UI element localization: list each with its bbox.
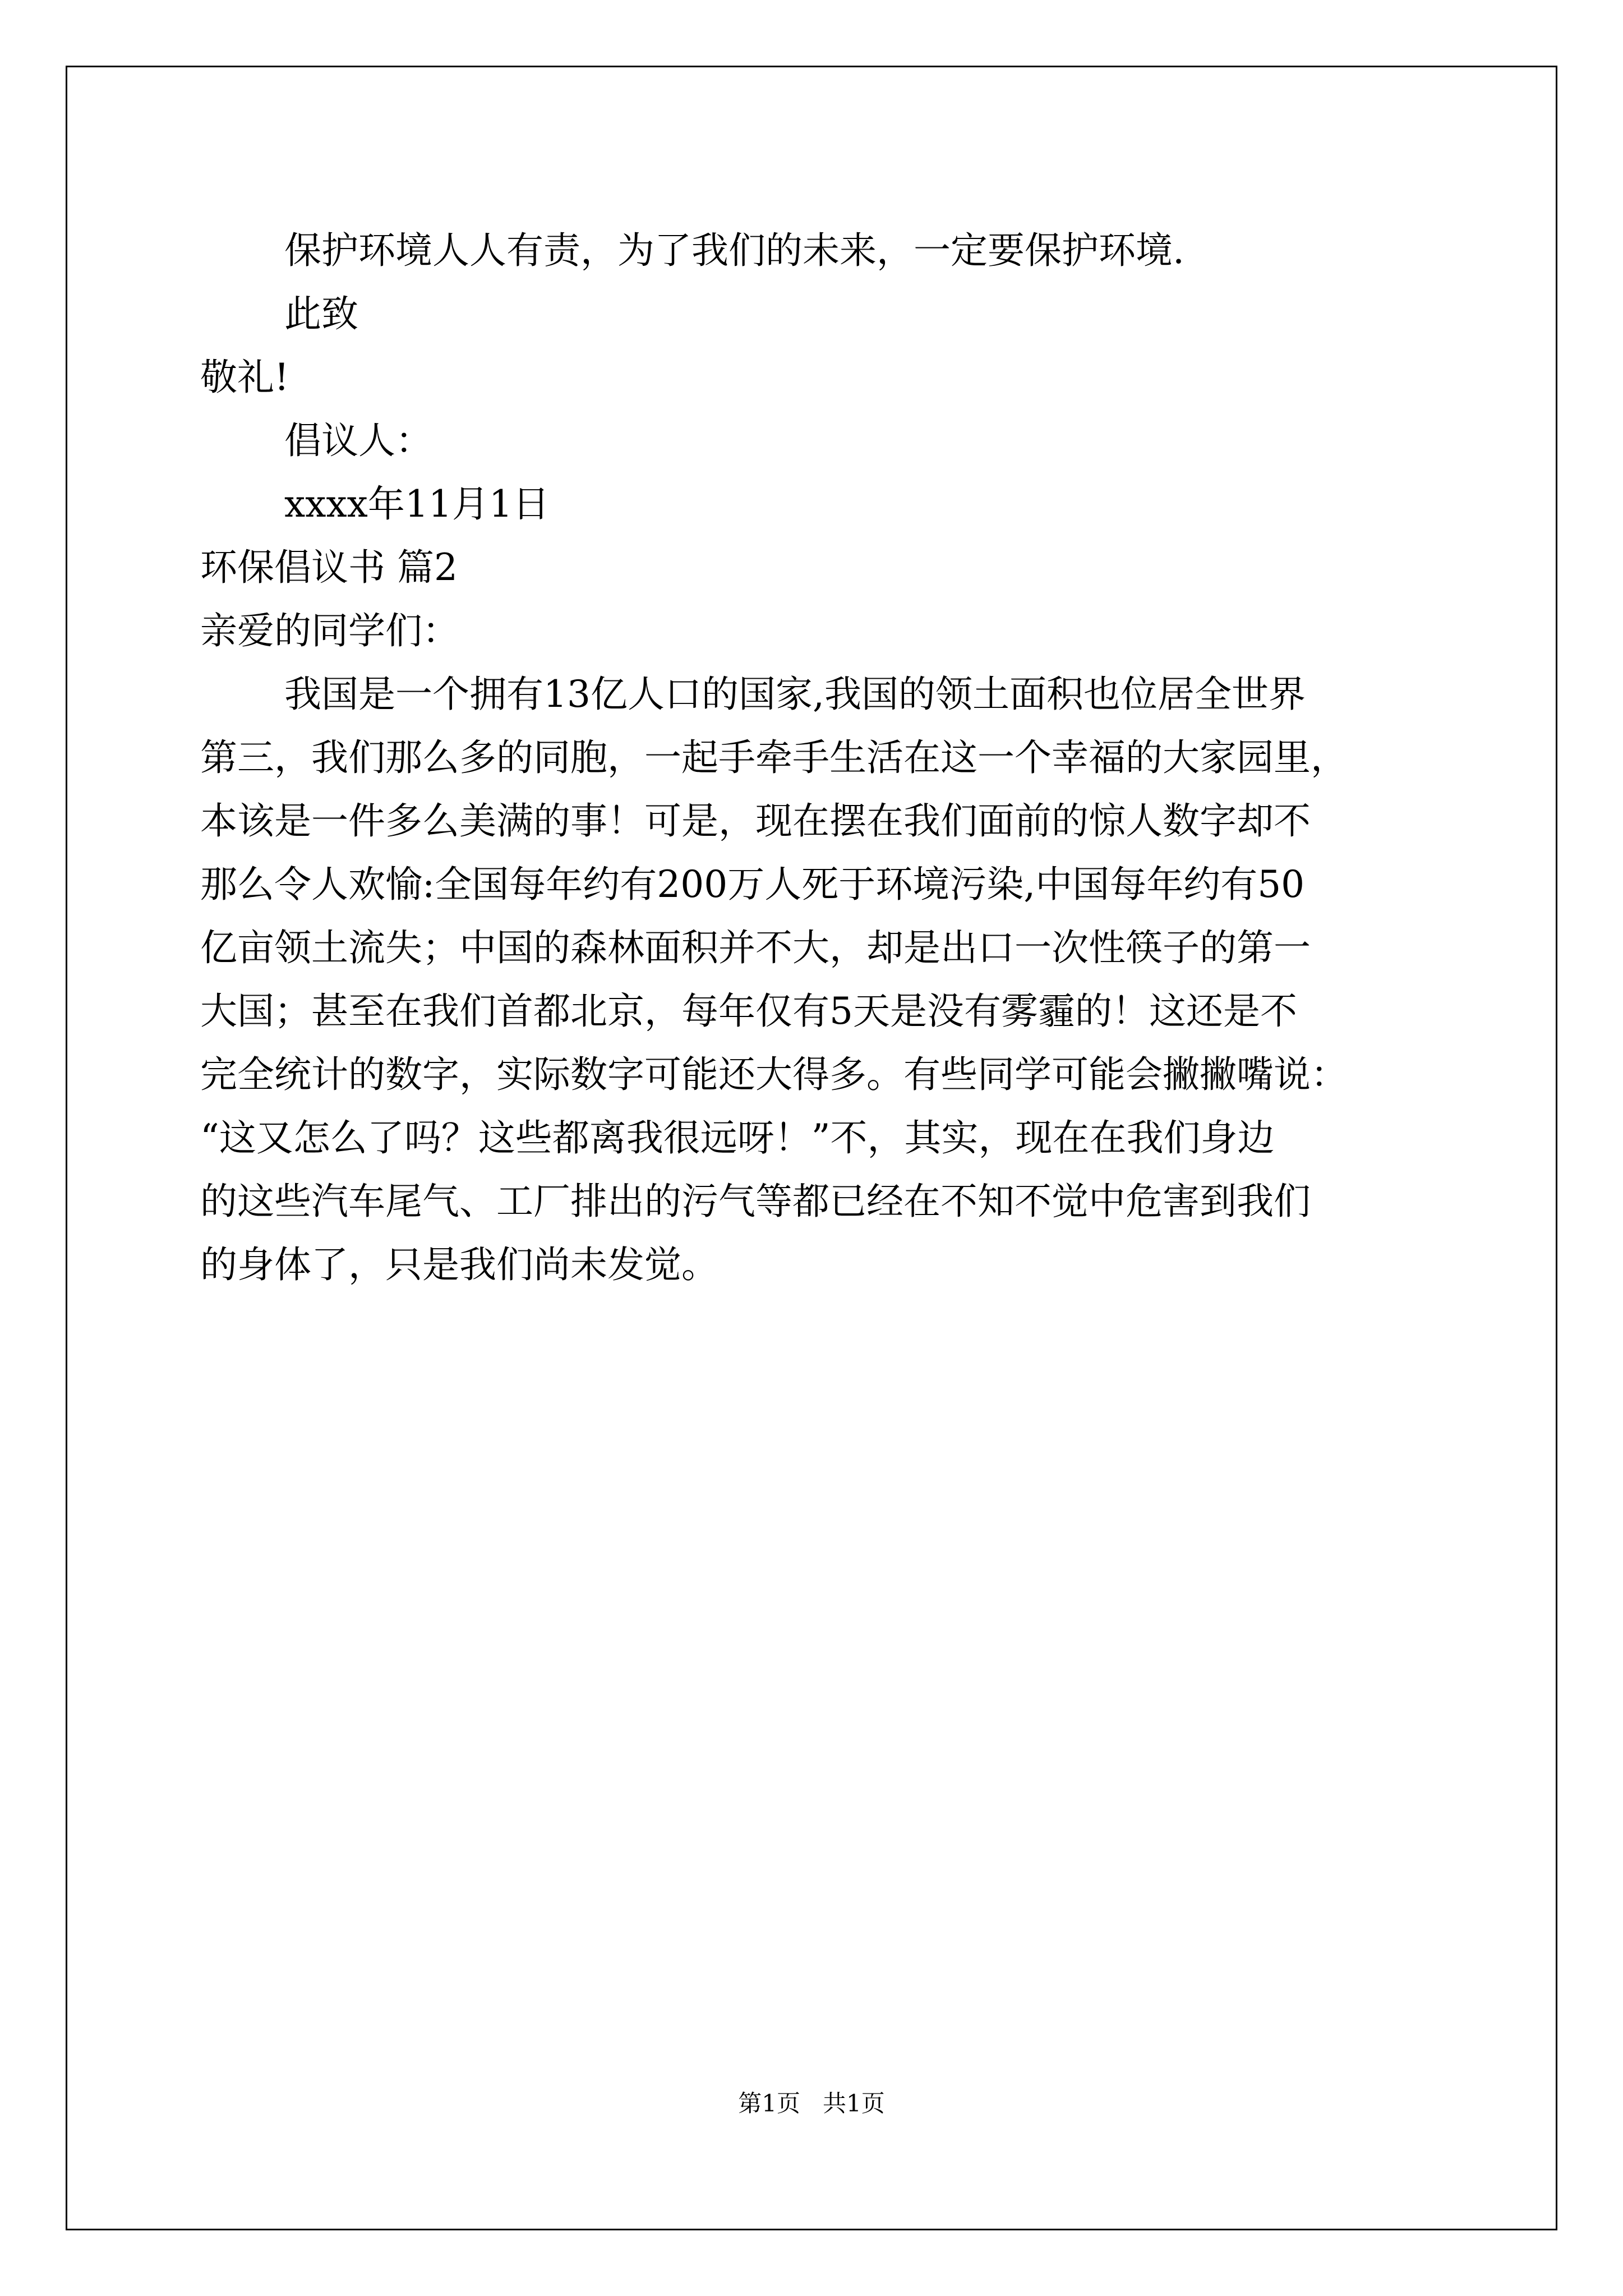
paragraph-line: 大国；甚至在我们首都北京，每年仅有5天是没有雾霾的！这还是不: [200, 990, 1297, 1033]
section-heading: 环保倡议书 篇2: [200, 546, 458, 589]
paragraph-line: 亿亩领土流失；中国的森林面积并不大，却是出口一次性筷子的第一: [200, 926, 1311, 969]
body-paragraph: [200, 662, 1451, 1296]
paragraph-line: 的身体了，只是我们尚未发觉。: [200, 1243, 718, 1286]
text-line: 保护环境人人有责，为了我们的未来，一定要保护环境.: [284, 229, 1184, 272]
paragraph-line: 第三，我们那么多的同胞，一起手牵手生活在这一个幸福的大家园里，: [200, 736, 1348, 779]
paragraph-line: 我国是一个拥有13亿人口的国家,我国的领土面积也位居全世界: [284, 673, 1306, 716]
text-line: 此致: [284, 292, 358, 335]
paragraph-line: 本该是一件多么美满的事！可是，现在摆在我们面前的惊人数字却不: [200, 799, 1311, 843]
text-line: 敬礼!: [200, 356, 289, 399]
paragraph-line: “这又怎么了吗？这些都离我很远呀！”不，其实，现在在我们身边: [200, 1116, 1275, 1159]
text-line: 倡议人：: [284, 419, 432, 462]
salutation: 亲爱的同学们：: [200, 609, 459, 652]
document-body: [200, 219, 1451, 1296]
paragraph-line: 的这些汽车尾气、工厂排出的污气等都已经在不知不觉中危害到我们: [200, 1180, 1311, 1223]
page-footer: 第1页 共1页: [738, 2090, 885, 2117]
paragraph-line: 完全统计的数字，实际数字可能还大得多。有些同学可能会撇撇嘴说：: [200, 1053, 1348, 1096]
text-line: xxxx年11月1日: [284, 482, 550, 526]
paragraph-line: 那么令人欢愉:全国每年约有200万人死于环境污染,中国每年约有50: [200, 863, 1305, 906]
